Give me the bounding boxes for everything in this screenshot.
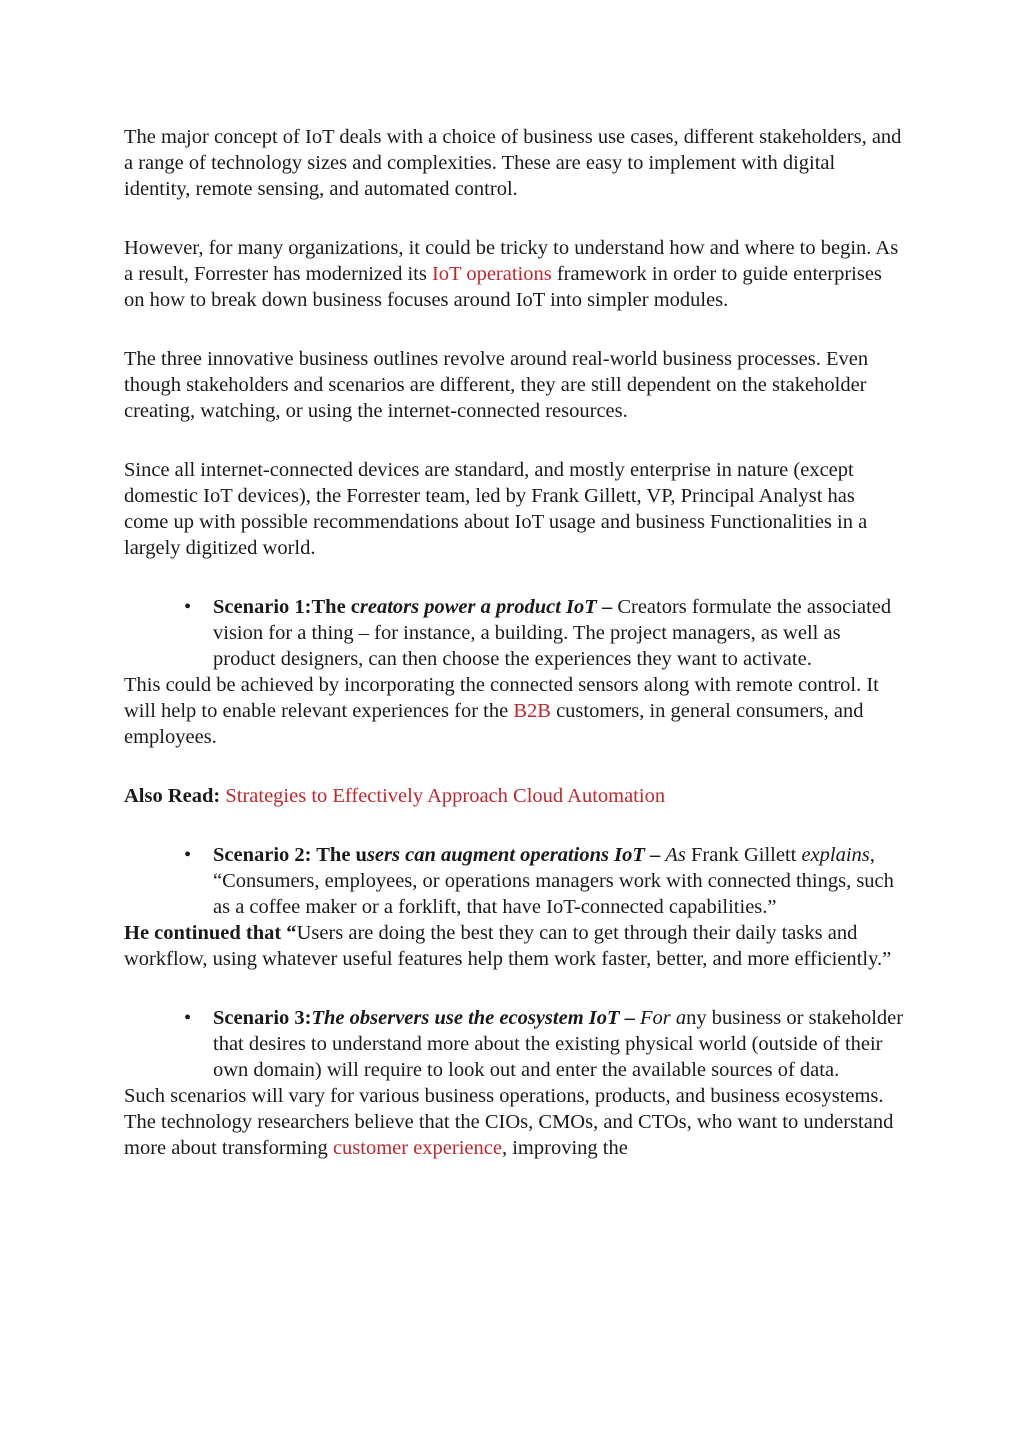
scenario-title: The observers use the ecosystem IoT: [311, 1007, 620, 1029]
scenario-text: ny business or stakeholder that desires to understand more about the existing physical world (outside of their own domain) will require to look out and enter the available sources of data.: [213, 1007, 904, 1081]
scenario-3-followup: [124, 1083, 904, 1161]
scenario-text-italic: For a: [640, 1007, 687, 1029]
scenario-text: , “Consumers, employees, or operations managers work with connected things, such as a coffee maker or a forklift, that have IoT-connected capabilities.”: [213, 844, 894, 918]
iot-operations-link[interactable]: IoT operations: [431, 263, 552, 285]
scenario-dash: –: [619, 1007, 641, 1029]
business-outlines-paragraph: The three innovative business outlines revolve around real-world business processes. Even though stakeholders and scenarios are different, they are still dependent on the stakeholder creating, watching, or using the internet-connected resources.: [124, 348, 869, 422]
scenario-label: Scenario 3:: [213, 1007, 312, 1029]
scenario-3-item: [124, 1005, 904, 1083]
also-read-link[interactable]: Strategies to Effectively Approach Cloud Automation: [225, 785, 666, 807]
scenario-label: Scenario 1:The c: [213, 596, 360, 618]
document-body: [124, 124, 904, 1161]
scenario-2-followup: [124, 920, 904, 972]
customer-experience-link[interactable]: customer experience: [332, 1137, 502, 1159]
paragraph-text: framework in order to guide enterprises on how to break down business focuses around IoT into simpler modules.: [124, 263, 882, 311]
scenario-title: reators power a product IoT: [359, 596, 597, 618]
scenario-dash: –: [644, 844, 666, 866]
scenario-3-list: [124, 1005, 904, 1083]
scenario-title: sers can augment operations IoT: [366, 844, 645, 866]
scenario-2-item: [124, 842, 904, 920]
paragraph-text: customers, in general consumers, and employees.: [124, 700, 864, 748]
scenario-1-list: [124, 594, 904, 672]
quote-lead: He continued that “: [124, 922, 297, 944]
paragraph-text: However, for many organizations, it could be tricky to understand how and where to begin. As a result, Forrester has modernized its: [124, 237, 899, 285]
scenario-dash: –: [596, 596, 618, 618]
paragraph-text: , improving the: [501, 1137, 628, 1159]
forrester-paragraph: [124, 235, 904, 313]
also-read: [124, 783, 904, 809]
scenario-text-italic: As: [665, 844, 686, 866]
also-read-label: Also Read:: [124, 785, 221, 807]
paragraph-text: Users are doing the best they can to get through their daily tasks and workflow, using whatever useful features help them work faster, better, and more efficiently.”: [124, 922, 892, 970]
scenario-1-followup: [124, 672, 904, 750]
recommendations-paragraph: Since all internet-connected devices are standard, and mostly enterprise in nature (except domestic IoT devices), the Forrester team, led by Frank Gillett, VP, Principal Analyst has come up with possible recommendations about IoT usage and business Functionalities in a largely digitized world.: [124, 459, 868, 559]
scenario-text: Frank Gillett: [685, 844, 802, 866]
scenario-2-list: [124, 842, 904, 920]
paragraph-text: Such scenarios will vary for various business operations, products, and business ecosystems. The technology researchers believe that the CIOs, CMOs, and CTOs, who want to understand more about transforming: [124, 1085, 894, 1159]
scenario-text: Creators formulate the associated vision for a thing – for instance, a building. The project managers, as well as product designers, can then choose the experiences they want to activate.: [213, 596, 892, 670]
bullet-icon: •: [184, 1007, 192, 1029]
intro-paragraph: The major concept of IoT deals with a choice of business use cases, different stakeholders, and a range of technology sizes and complexities. These are easy to implement with digital identity, remote sensing, and automated control.: [124, 126, 902, 200]
bullet-icon: •: [184, 596, 192, 618]
bullet-icon: •: [184, 844, 192, 866]
b2b-link[interactable]: B2B: [513, 700, 551, 722]
scenario-1-item: [124, 594, 904, 672]
scenario-label: Scenario 2: The u: [213, 844, 367, 866]
paragraph-text: This could be achieved by incorporating the connected sensors along with remote control. It will help to enable relevant experiences for the: [124, 674, 879, 722]
scenario-text-italic: explains: [801, 844, 870, 866]
